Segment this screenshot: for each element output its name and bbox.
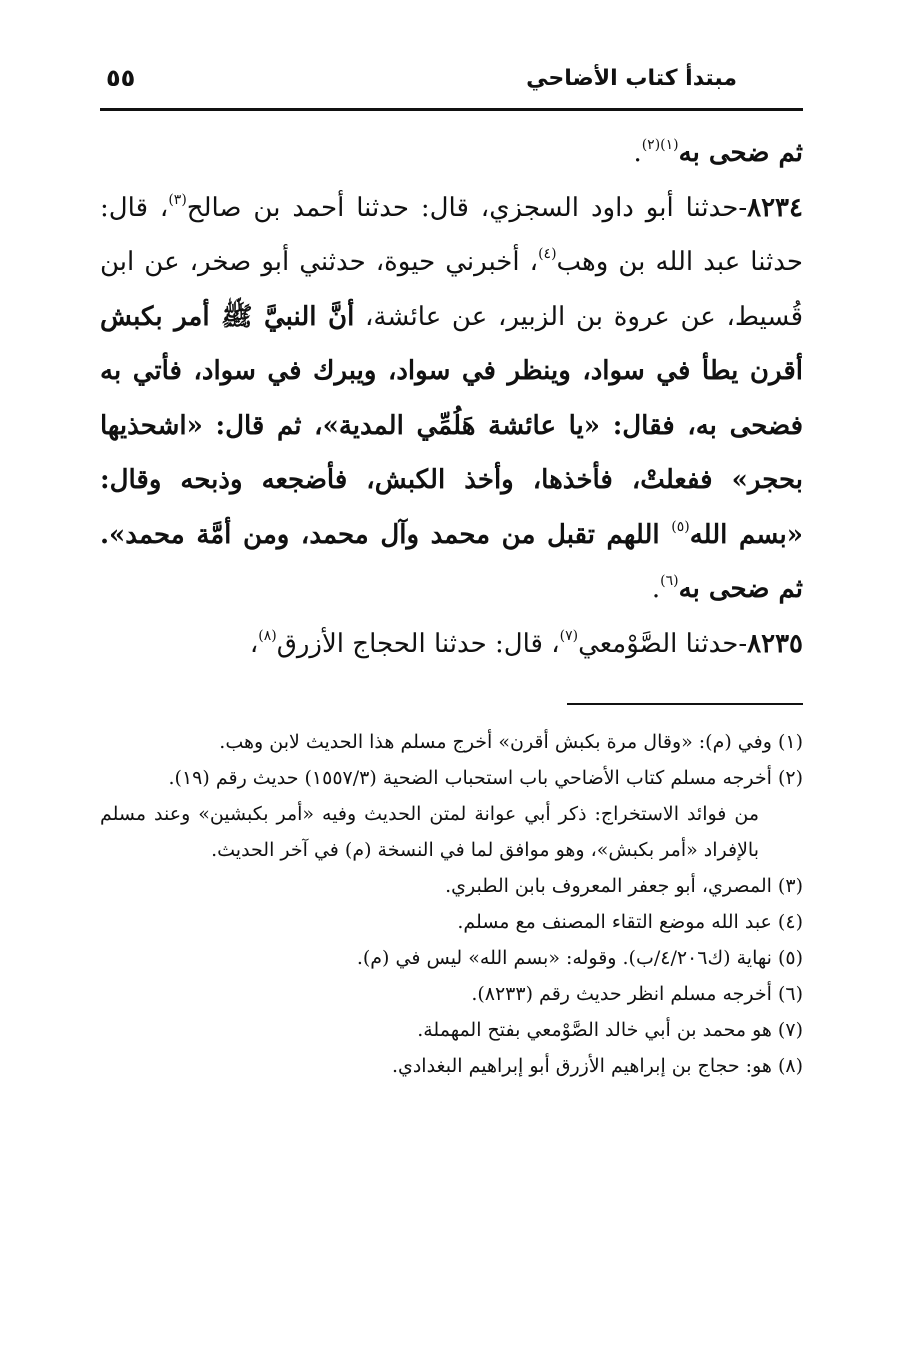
header-rule bbox=[100, 108, 803, 111]
footnote-rule bbox=[567, 703, 803, 705]
page-number: ٥٥ bbox=[106, 64, 136, 92]
footnote-3: (٣) المصري، أبو جعفر المعروف بابن الطبري. bbox=[445, 875, 803, 897]
hadith-end: ، bbox=[249, 628, 259, 659]
hadith-matn: أنَّ النبيَّ ﷺ أمر بكبش أقرن يطأ في سواد، وينظر في سواد، ويبرك في سواد، فأتي به فضحى به، فقال: «يا عائشة هَلُمِّي المدية»، ثم قال: «اشحذيها بحجر» ففعلتْ، فأخذها، وأخذ الكبش، فأضجعه وذبحه وقال: «بسم الله bbox=[100, 301, 804, 550]
running-header bbox=[100, 62, 737, 102]
footnote-ref: (٦) bbox=[660, 573, 679, 589]
hadith-text: -حدثنا أبو داود السجزي، قال: حدثنا أحمد بن صالح bbox=[186, 192, 748, 223]
header-title: مبتدأ كتاب الأضاحي bbox=[526, 66, 737, 91]
intro-line bbox=[100, 126, 803, 181]
intro-end: . bbox=[633, 138, 642, 168]
footnote-ref: (٨) bbox=[258, 627, 277, 644]
hadith-text: ، قال: حدثنا عبد الله بن وهب bbox=[100, 192, 803, 277]
footnote-7: (٧) هو محمد بن أبي خالد الصَّوْمعي بفتح المهملة. bbox=[417, 1019, 803, 1041]
footnote-ref: (٤) bbox=[538, 246, 557, 262]
hadith-number: ٨٢٣٤ bbox=[747, 192, 803, 223]
footnote-ref: (٣) bbox=[168, 191, 187, 208]
hadith-8235 bbox=[100, 617, 803, 672]
footnote-5: (٥) نهاية (ك٤/٢٠٦/ب). وقوله: «بسم الله» ليس في (م). bbox=[356, 947, 803, 969]
footnotes bbox=[100, 724, 803, 1084]
hadith-text: -حدثنا الصَّوْمعي bbox=[578, 628, 748, 659]
footnote-ref: (٥) bbox=[671, 518, 690, 535]
hadith-matn: اللهم تقبل من محمد وآل محمد، ومن أمَّة محمد». ثم ضحى به bbox=[100, 519, 803, 604]
footnote-2-continuation: من فوائد الاستخراج: ذكر أبي عوانة لمتن الحديث وفيه «أمر بكبشين» وعند مسلم بالإفراد «أمر بكبش»، وهو موافق لما في النسخة (م) في آخر الحديث. bbox=[100, 803, 759, 861]
hadith-text: ، أخبرني حيوة، حدثني أبو صخر، عن ابن قُسيط، عن عروة بن الزبير، عن عائشة، bbox=[100, 247, 804, 332]
intro-text: ثم ضحى به bbox=[678, 138, 803, 168]
footnote-8: (٨) هو: حجاج بن إبراهيم الأزرق أبو إبراهيم البغدادي. bbox=[391, 1055, 803, 1077]
hadith-end: . bbox=[651, 574, 661, 604]
hadith-8234 bbox=[100, 181, 803, 617]
footnote-ref: (١)(٢) bbox=[641, 137, 679, 153]
hadith-text: ، قال: حدثنا الحجاج الأزرق bbox=[276, 628, 560, 659]
main-text bbox=[100, 126, 803, 671]
hadith-number: ٨٢٣٥ bbox=[747, 628, 803, 659]
footnote-6: (٦) أخرجه مسلم انظر حديث رقم (٨٢٣٣). bbox=[471, 983, 803, 1005]
footnote-1: (١) وفي (م): «وقال مرة بكبش أقرن» أخرج مسلم هذا الحديث لابن وهب. bbox=[219, 731, 803, 753]
footnote-2: (٢) أخرجه مسلم كتاب الأضاحي باب استحباب الضحية (١٥٥٧/٣) حديث رقم (١٩). bbox=[168, 767, 803, 789]
footnote-ref: (٧) bbox=[559, 627, 579, 644]
footnote-4: (٤) عبد الله موضع التقاء المصنف مع مسلم. bbox=[457, 911, 803, 933]
